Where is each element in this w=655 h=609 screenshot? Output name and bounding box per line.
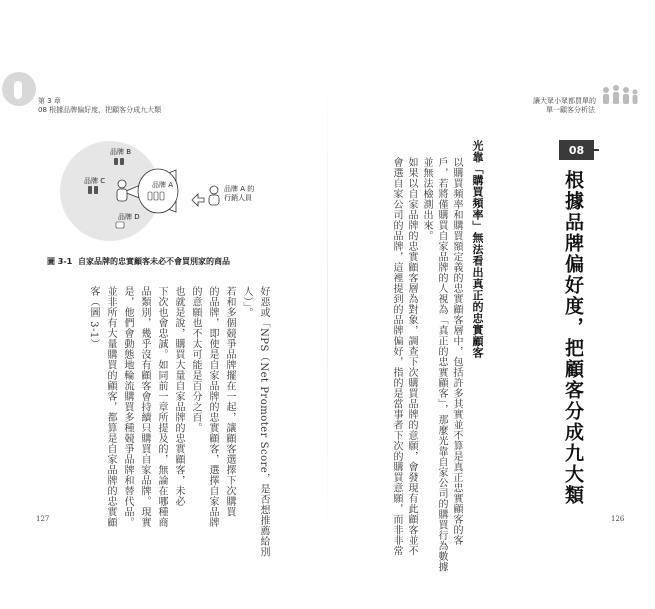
center-customer-icon bbox=[117, 180, 127, 201]
label-brand-d: 品牌 D bbox=[118, 213, 140, 221]
brand-loyalty-diagram bbox=[58, 136, 278, 246]
left-text-column: 並非所有大量購買的顧客，都算是自家品牌的忠實顧 bbox=[105, 286, 116, 528]
label-salesperson bbox=[224, 184, 256, 202]
right-text-column: 如果以自家品牌的忠實顧客層為對象，調查下次購買品牌的意願，會發現有此顧客並不 bbox=[406, 157, 417, 556]
brand-a-group bbox=[138, 169, 178, 213]
brand-a-icon bbox=[148, 192, 164, 200]
left-text-column: 的品牌，即使是自家品牌的忠實顧客，選擇自家品牌 bbox=[207, 286, 218, 528]
label-brand-c: 品牌 C bbox=[84, 177, 106, 185]
right-text-column: 以購買頻率和購買額定義的忠實顧客層中，包括許多其實並不算是真正忠實顧客的客 bbox=[451, 157, 462, 546]
people-group-icon bbox=[600, 82, 640, 110]
left-page-number: 127 bbox=[36, 515, 50, 523]
brand-d-icon bbox=[116, 222, 124, 228]
left-text-column: 是，他們會動態地輪流購買多種競爭品牌和替代品。 bbox=[122, 286, 133, 528]
left-text-column: 人）」。 bbox=[241, 286, 252, 318]
right-page-number: 126 bbox=[611, 515, 625, 523]
salesperson-icon bbox=[209, 186, 219, 205]
right-text-column: 戶，若將僅購買自家品牌的人視為「真正的忠實顧客」，那麼光靠自家公司的購買行為數據 bbox=[436, 157, 447, 572]
label-salesperson-line2: 行銷人員 bbox=[224, 194, 252, 202]
left-header-chapter: 第 3 章 bbox=[38, 97, 61, 105]
figure-number: 圖 3-1 bbox=[47, 257, 73, 266]
left-text-column: 的意願也不太可能是百分之百。 bbox=[190, 286, 201, 433]
right-header-line2: 單一顧客分析法 bbox=[546, 106, 595, 114]
figure-caption: 自家品牌的忠實顧客未必不會買別家的商品 bbox=[78, 257, 230, 266]
left-header-title: 08 根據品牌偏好度，把顧客分成九大類 bbox=[38, 106, 162, 114]
right-text-column: 會選自家公司的品牌，這裡提到的品牌偏好，指的是當事者下次的購買意願，而非非常 bbox=[391, 157, 402, 556]
chapter-title: 根據品牌偏好度，把顧客分成九大類 bbox=[562, 170, 584, 506]
left-text-column: 品類別，幾乎沒有顧客會持續只購買自家品牌。現實 bbox=[139, 286, 150, 528]
section-heading: 光靠「購買頻率」無法看出真正的忠實顧客 bbox=[471, 140, 484, 359]
left-text-column: 若和多個競爭品牌擺在一起，讓顧客選擇下次購買 bbox=[224, 286, 235, 517]
label-brand-a: 品牌 A bbox=[152, 181, 174, 189]
chapter-badge: 08 bbox=[559, 140, 594, 160]
right-header-line1: 讓大眾小眾都買單的 bbox=[533, 97, 596, 105]
left-text-column: 好惡或「NPS（Net Promoter Score，是否想推薦給別 bbox=[258, 286, 269, 558]
gutter-shadow bbox=[327, 60, 328, 550]
right-text-column: 並無法檢測出來。 bbox=[421, 157, 432, 241]
left-text-column: 客（圖 3-1） bbox=[88, 286, 99, 350]
arrow-left-icon bbox=[192, 194, 204, 206]
left-text-column: 也就是說，購買大量自家品牌的忠實顧客，未必 bbox=[173, 286, 184, 507]
badge-rule bbox=[594, 149, 599, 151]
label-brand-b: 品牌 B bbox=[110, 148, 132, 156]
left-text-column: 下次也會忠誠。如同前一章所提及的，無論在哪種商 bbox=[156, 286, 167, 528]
label-salesperson-line1: 品牌 A 的 bbox=[224, 185, 255, 193]
chapter-circle-mark bbox=[14, 81, 22, 99]
